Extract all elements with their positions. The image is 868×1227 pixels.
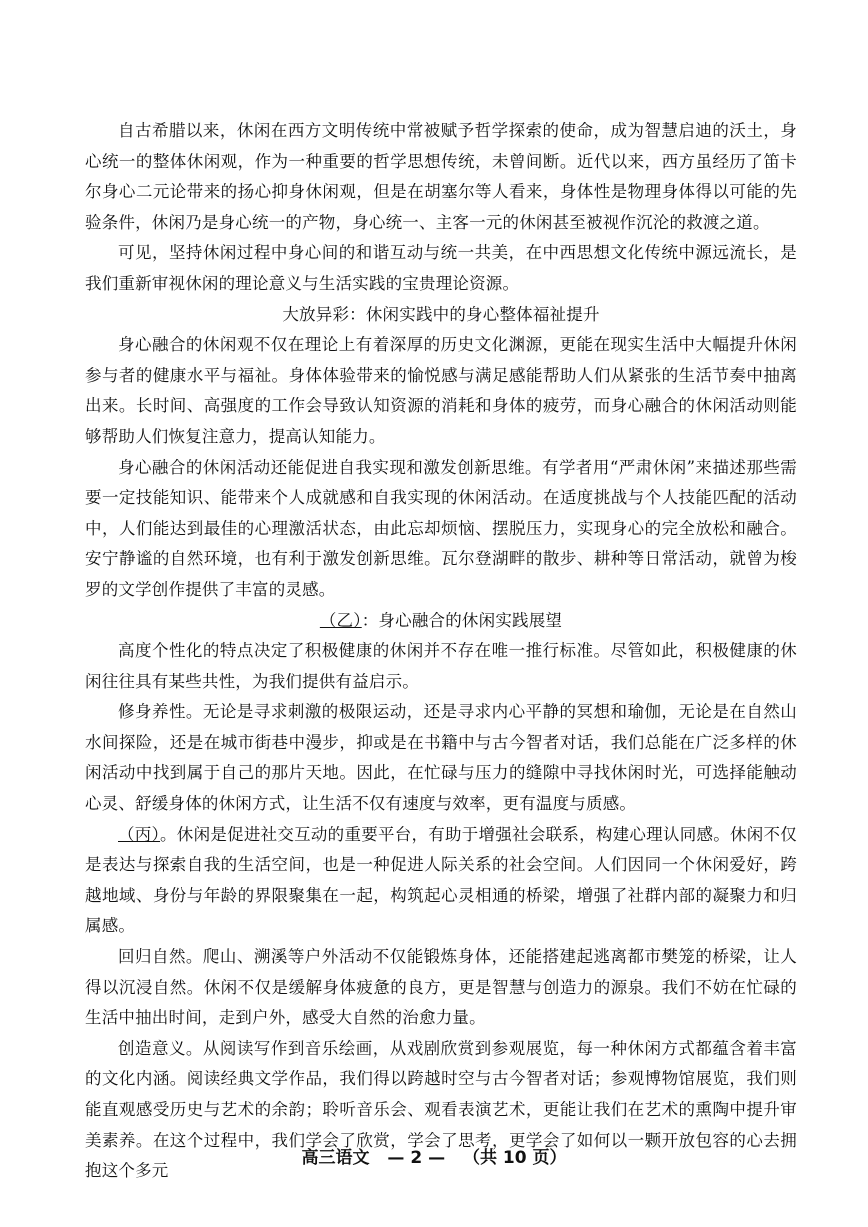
paragraph-s3-1 xyxy=(85,636,797,697)
paragraph-intro-1: 自古希腊以来，休闲在西方文明传统中常被赋予哲学探索的使命，成为智慧启迪的沃土，身心统一的整体休闲观，作为一种重要的哲学思想传统，未曾间断。近代以来，西方虽经历了笛卡尔身心二元论带来的扬心抑身休闲观，但是在胡塞尔等人看来，身体性是物理身体得以可能的先验条件，休闲乃是身心统一的产物，身心统一、主客一元的休闲甚至被视作沉沦的救渡之道。 xyxy=(85,121,797,232)
footer-total-pages: （共 10 页） xyxy=(463,1148,567,1168)
paragraph-s2-1: 身心融合的休闲观不仅在理论上有着深厚的历史文化渊源，更能在现实生活中大幅提升休闲参与者的健康水平与福祉。身体体验带来的愉悦感与满足感能帮助人们从紧张的生活节奏中抽离出来。长时间、高强度的工作会导致认知资源的消耗和身体的疲劳，而身心融合的休闲活动则能够帮助人们恢复注意力，提高认知能力。 xyxy=(85,335,797,446)
section-heading-3 xyxy=(85,606,797,637)
footer-subject: 高三语文 xyxy=(301,1148,370,1168)
paragraph-s3-1-text: 高度个性化的特点决定了积极健康的休闲并不存在唯一推行标准。尽管如此，积极健康的休闲往往具有某些共性，为我们提供有益启示。 xyxy=(85,641,797,691)
blank-bing: （丙） xyxy=(118,824,161,844)
paragraph-s3-5-text: 创造意义。从阅读写作到音乐绘画，从戏剧欣赏到参观展览，每一种休闲方式都蕴含着丰富的文化内涵。阅读经典文学作品，我们得以跨越时空与古今智者对话；参观博物馆展览，我们则能直观感受历史与艺术的余韵；聆听音乐会、观看表演艺术，更能让我们在艺术的熏陶中提升审美素养。在这个过程中，我们学会了欣赏，学会了思考，更学会了如何以一颗开放包容的心去拥抱这个多元 xyxy=(85,1038,797,1181)
page-footer xyxy=(0,1143,868,1168)
paragraph-s3-4-text: 回归自然。爬山、溯溪等户外活动不仅能锻炼身体，还能搭建起逃离都市樊笼的桥梁，让人得以沉浸自然。休闲不仅是缓解身体疲惫的良方，更是智慧与创造力的源泉。我们不妨在忙碌的生活中抽出时间，走到户外，感受大自然的治愈力量。 xyxy=(85,947,797,1028)
paragraph-s3-3 xyxy=(85,820,797,942)
paragraph-s3-4 xyxy=(85,942,797,1034)
article-body xyxy=(85,116,797,1187)
footer-page-number: — 2 — xyxy=(387,1148,446,1168)
paragraph-intro-2: 可见，坚持休闲过程中身心间的和谐互动与统一共美，在中西思想文化传统中源远流长，是我们重新审视休闲的理论意义与生活实践的宝贵理论资源。 xyxy=(85,243,797,293)
paragraph-s3-2 xyxy=(85,697,797,819)
paragraph-s2-2: 身心融合的休闲活动还能促进自我实现和激发创新思维。有学者用“严肃休闲”来描述那些需要一定技能知识、能带来个人成就感和自我实现的休闲活动。在适度挑战与个人技能匹配的活动中，人们能达到最佳的心理激活状态，由此忘却烦恼、摆脱压力，实现身心的完全放松和融合。安宁静谧的自然环境，也有利于激发创新思维。瓦尔登湖畔的散步、耕种等日常活动，就曾为梭罗的文学创作提供了丰富的灵感。 xyxy=(85,457,797,599)
section-heading-2: 大放异彩：休闲实践中的身心整体福祉提升 xyxy=(282,304,600,324)
blank-yi: （乙） xyxy=(319,610,362,630)
paragraph-s3-3-text: 。休闲是促进社交互动的重要平台，有助于增强社会联系，构建心理认同感。休闲不仅是表达与探索自我的生活空间，也是一种促进人际关系的社会空间。人们因同一个休闲爱好，跨越地域、身份与年龄的界限聚集在一起，构筑起心灵相通的桥梁，增强了社群内部的凝聚力和归属感。 xyxy=(85,824,797,936)
section-heading-3-text: ：身心融合的休闲实践展望 xyxy=(361,610,563,630)
paragraph-s3-2-text: 修身养性。无论是寻求刺激的极限运动，还是寻求内心平静的冥想和瑜伽，无论是在自然山水间探险，还是在城市街巷中漫步，抑或是在书籍中与古今智者对话，我们总能在广泛多样的休闲活动中找到属于自己的那片天地。因此，在忙碌与压力的缝隙中寻找休闲时光，可选择能触动心灵、舒缓身体的休闲方式，让生活不仅有速度与效率，更有温度与质感。 xyxy=(85,702,797,814)
